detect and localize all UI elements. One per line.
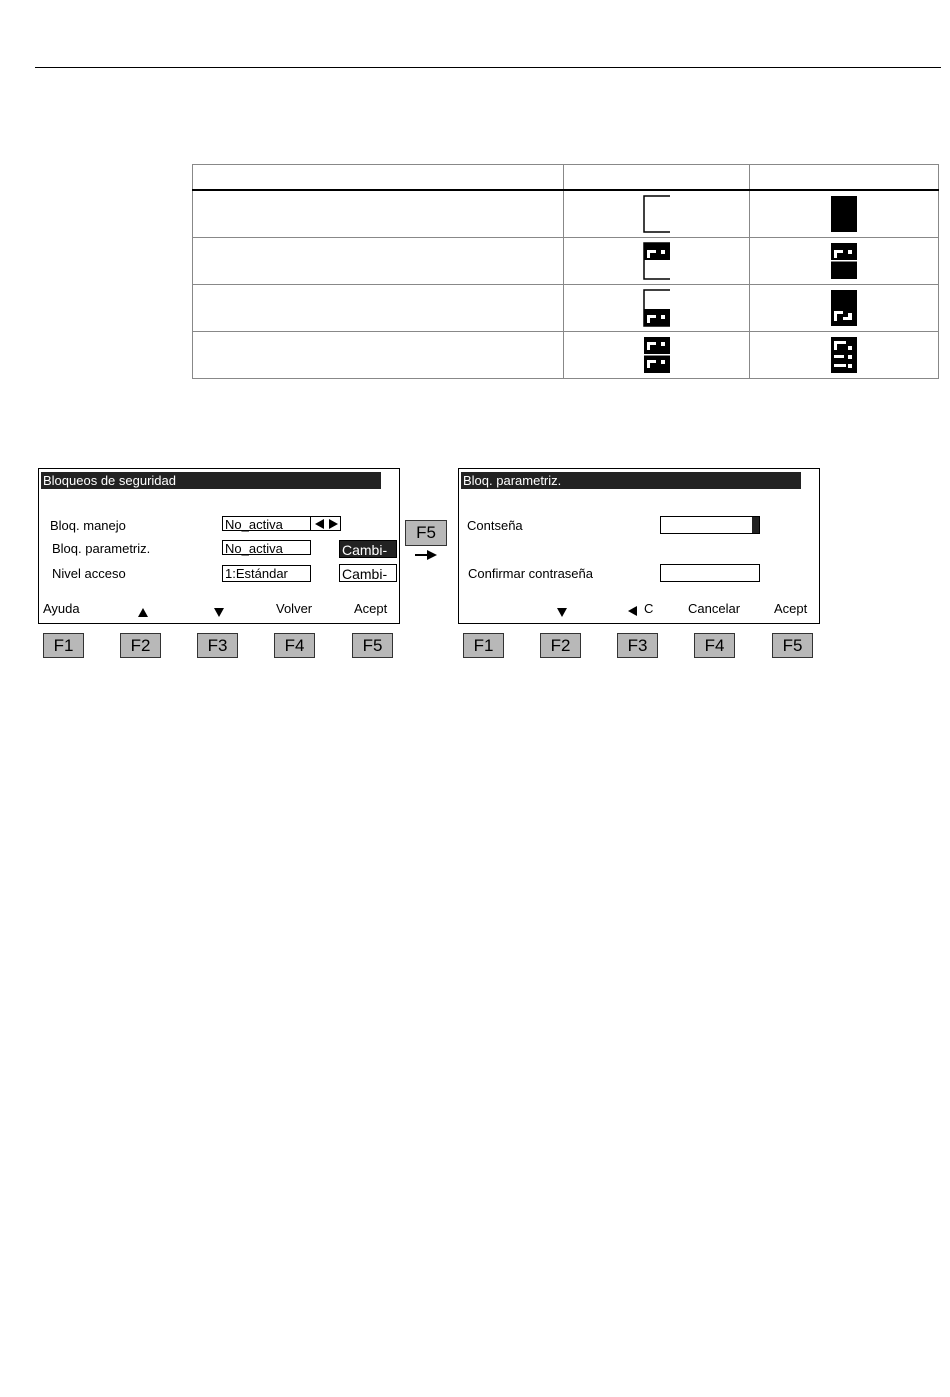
f5-key[interactable]: F5 [352,633,393,658]
lock-none-inverted-icon [830,195,858,233]
right-triangle-icon[interactable] [329,519,338,529]
down-triangle-icon[interactable] [557,608,567,617]
row-label [193,332,564,379]
operation-lock-field[interactable]: No_activa [222,516,311,531]
clear-softkey[interactable]: C [644,601,654,616]
parameter-lock-screen [458,468,820,624]
f5-key[interactable]: F5 [772,633,813,658]
f2-key[interactable]: F2 [540,633,581,658]
f4-key[interactable]: F4 [694,633,735,658]
accept-softkey[interactable]: Acept [354,601,388,616]
access-level-field[interactable]: 1:Estándar [222,565,311,582]
left-triangle-icon[interactable] [315,519,324,529]
back-softkey[interactable]: Volver [276,601,313,616]
confirm-password-label: Confirmar contraseña [468,566,593,581]
lock-parameter-inverted-icon [830,289,858,327]
f1-key[interactable]: F1 [463,633,504,658]
row-label [193,238,564,285]
table-row [193,238,939,285]
access-level-change-button[interactable]: Cambi- [339,564,397,582]
row-label [193,190,564,238]
accept-softkey[interactable]: Acept [774,601,808,616]
security-locks-screen [38,468,400,624]
table-header-row [193,165,939,191]
operation-lock-label: Bloq. manejo [50,518,126,533]
f4-key[interactable]: F4 [274,633,315,658]
header-rule [35,67,941,68]
f3-key[interactable]: F3 [197,633,238,658]
header-normal [564,165,750,191]
password-input[interactable] [660,516,760,534]
screen-title: Bloq. parametriz. [461,472,801,489]
table-row [193,190,939,238]
lock-none-icon [643,195,671,233]
f1-key[interactable]: F1 [43,633,84,658]
help-softkey[interactable]: Ayuda [43,601,80,616]
right-arrow-icon [414,549,438,561]
table-row [193,285,939,332]
f2-key[interactable]: F2 [120,633,161,658]
parameter-lock-label: Bloq. parametriz. [52,541,151,556]
lock-parameter-icon [643,289,671,327]
header-inverted [750,165,939,191]
lock-operation-icon [643,242,671,280]
confirm-password-input[interactable] [660,564,760,582]
screen-title: Bloqueos de seguridad [41,472,381,489]
parameter-lock-field[interactable]: No_activa [222,540,311,555]
access-level-label: Nivel acceso [52,566,126,581]
lock-all-icon [643,336,671,374]
table-row [193,332,939,379]
transition-f5-key[interactable]: F5 [405,520,447,546]
lock-operation-inverted-icon [830,242,858,280]
value-toggle-arrows[interactable] [310,516,341,531]
row-label [193,285,564,332]
backspace-left-triangle-icon[interactable] [628,606,637,616]
text-cursor [752,517,759,533]
lock-symbol-table [192,164,939,379]
password-label: Contseña [467,518,523,533]
cancel-softkey[interactable]: Cancelar [688,601,741,616]
up-triangle-icon[interactable] [138,608,148,617]
down-triangle-icon[interactable] [214,608,224,617]
parameter-lock-change-button[interactable]: Cambi- [339,540,397,558]
f3-key[interactable]: F3 [617,633,658,658]
lock-all-inverted-icon [830,336,858,374]
header-description [193,165,564,191]
